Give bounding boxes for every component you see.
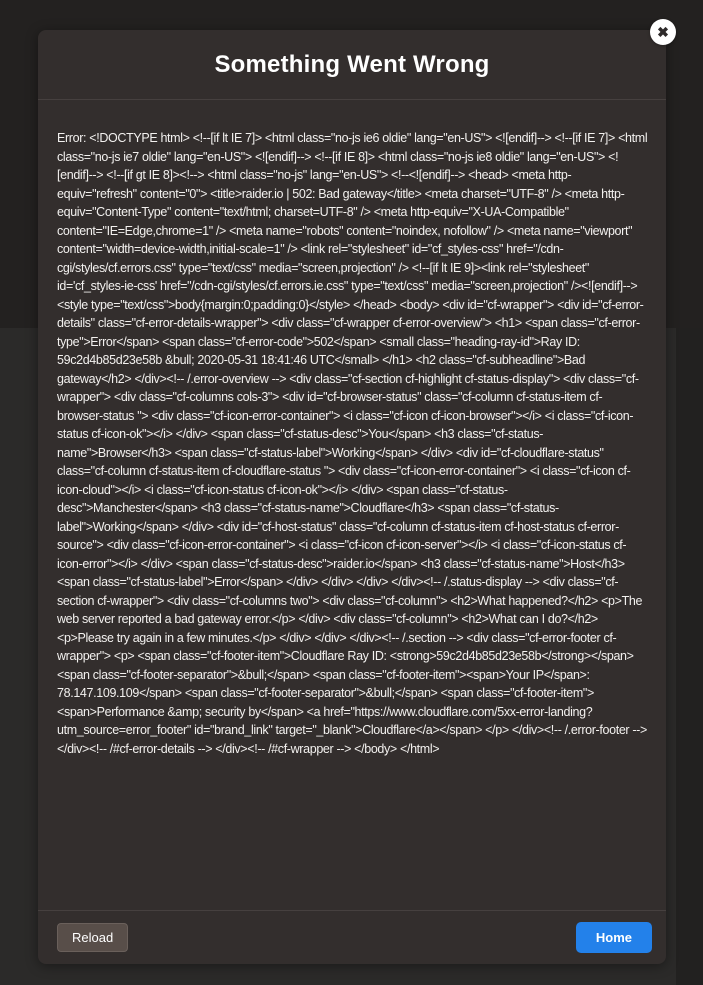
close-icon: ✖ [657,24,669,40]
modal-title: Something Went Wrong [214,50,490,78]
error-message-text: Error: <!DOCTYPE html> <!--[if lt IE 7]> <html class="no-js ie6 oldie" lang="en-US"> <![endif]--> <!--[if IE 7]> <html class="no-js ie7 oldie" lang="en-US"> <![endif]--> <!--[if IE 8]> <html class="no-js ie8 oldie" lang="en-US"> <![endif]--> <!--[if gt IE 8]><!--> <html class="no-js" lang="en-US"> <!--<![endif]--> <head> <meta http-equiv="refresh" content="0"> <title>raider.io | 502: Bad gateway</title> <meta charset="UTF-8" /> <meta http-equiv="Content-Type" content="text/html; charset=UTF-8" /> <meta http-equiv="X-UA-Compatible" content="IE=Edge,chrome=1" /> <meta name="robots" content="noindex, nofollow" /> <meta name="viewport" content="width=device-width,initial-scale=1" /> <link rel="stylesheet" id="cf_styles-css" href="/cdn-cgi/styles/cf.errors.css" type="text/css" media="screen,projection" /> <!--[if lt IE 9]><link rel="stylesheet" id='cf_styles-ie-css' href="/cdn-cgi/styles/cf.errors.ie.css" type="text/css" media="screen,projection" /><![endif]--> <style type="text/css">body{margin:0;padding:0}</style> </head> <body> <div id="cf-wrapper"> <div id="cf-error-details" class="cf-error-details-wrapper"> <div class="cf-wrapper cf-error-overview"> <h1> <span class="cf-error-type">Error</span> <span class="cf-error-code">502</span> <small class="heading-ray-id">Ray ID: 59c2d4b85d23e58b &bull; 2020-05-31 18:41:46 UTC</small> </h1> <h2 class="cf-subheadline">Bad gateway</h2> </div><!-- /.error-overview --> <div class="cf-section cf-highlight cf-status-display"> <div class="cf-wrapper"> <div class="cf-columns cols-3"> <div id="cf-browser-status" class="cf-column cf-status-item cf-browser-status "> <div class="cf-icon-error-container"> <i class="cf-icon cf-icon-browser"></i> <i class="cf-icon-status cf-icon-ok"></i> </div> <span class="cf-status-desc">You</span> <h3 class="cf-status-name">Browser</h3> <span class="cf-status-label">Working</span> </div> <div id="cf-cloudflare-status" class="cf-column cf-status-item cf-cloudflare-status "> <div class="cf-icon-error-container"> <i class="cf-icon cf-icon-cloud"></i> <i class="cf-icon-status cf-icon-ok"></i> </div> <span class="cf-status-desc">Manchester</span> <h3 class="cf-status-name">Cloudflare</h3> <span class="cf-status-label">Working</span> </div> <div id="cf-host-status" class="cf-column cf-status-item cf-host-status cf-error-source"> <div class="cf-icon-error-container"> <i class="cf-icon cf-icon-server"></i> <i class="cf-icon-status cf-icon-error"></i> </div> <span class="cf-status-desc">raider.io</span> <h3 class="cf-status-name">Host</h3> <span class="cf-status-label">Error</span> </div> </div> </div> </div><!-- /.status-display --> <div class="cf-section cf-wrapper"> <div class="cf-columns two"> <div class="cf-column"> <h2>What happened?</h2> <p>The web server reported a bad gateway error.</p> </div> <div class="cf-column"> <h2>What can I do?</h2> <p>Please try again in a few minutes.</p> </div> </div> </div><!-- /.section --> <div class="cf-error-footer cf-wrapper"> <p> <span class="cf-footer-item">Cloudflare Ray ID: <strong>59c2d4b85d23e58b</strong></span> <span class="cf-footer-separator">&bull;</span> <span class="cf-footer-item"><span>Your IP</span>: 78.147.109.109</span> <span class="cf-footer-separator">&bull;</span> <span class="cf-footer-item"><span>Performance &amp; security by</span> <a href="https://www.cloudflare.com/5xx-error-landing?utm_source=error_footer" id="brand_link" target="_blank">Cloudflare</a></span> </p> </div><!-- /.error-footer --> </div><!-- /#cf-error-details --> </div><!-- /#cf-wrapper --> </body> </html> [57,131,648,756]
modal-footer [38,910,666,964]
error-modal [38,30,666,964]
reload-button[interactable]: Reload [57,923,128,952]
close-button[interactable] [650,19,676,45]
page-background-gutter [676,328,703,985]
modal-header [38,30,666,100]
home-button[interactable]: Home [576,922,652,953]
modal-body [38,101,666,909]
